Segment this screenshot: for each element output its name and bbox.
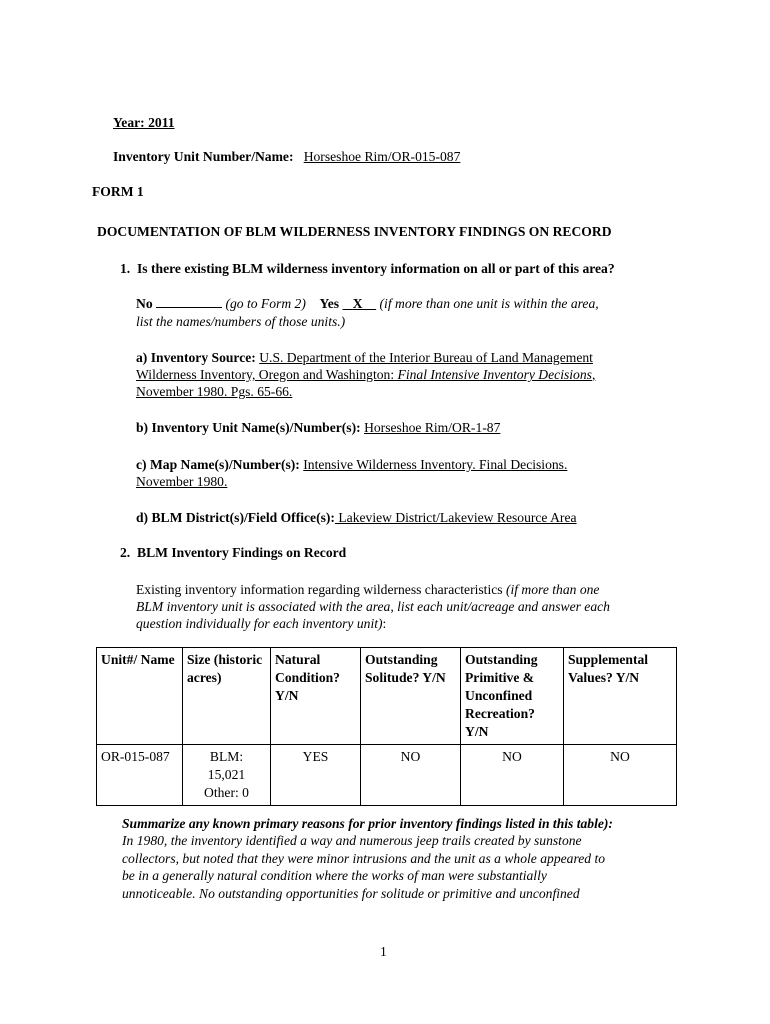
header-supplemental-values: Supplemental Values? Y/N [564,648,677,745]
cell-size: BLM: 15,021 Other: 0 [183,745,271,806]
summary-line-2: collectors, but noted that they were minor intrusions and the unit as a whole appeared to [122,851,606,866]
header-outstanding-solitude: Outstanding Solitude? Y/N [361,648,461,745]
yes-note: (if more than one unit is within the area, [379,296,599,311]
no-note: (go to Form 2) [225,296,306,311]
inventory-source-line-1 [136,349,593,367]
summary-heading: Summarize any known primary reasons for prior inventory findings listed in this table): [122,816,613,831]
inventory-source-line-2: Wilderness Inventory, Oregon and Washington: Final Intensive Inventory Decisions, [136,367,596,382]
question-2-intro-line-1: Existing inventory information regarding wilderness characteristics (if more than one [136,582,600,597]
district-office-value: Lakeview District/Lakeview Resource Area [334,510,577,525]
inventory-source-value-1: U.S. Department of the Interior Bureau of Land Management [259,350,593,365]
summary-line-1: In 1980, the inventory identified a way and numerous jeep trails created by sunstone [122,833,582,848]
form-title: FORM 1 [92,184,144,199]
inventory-unit-label: Inventory Unit Number/Name: [113,149,294,164]
no-blank [156,295,222,308]
inventory-unit-names-value: Horseshoe Rim/OR-1-87 [364,420,501,435]
question-2: 2. BLM Inventory Findings on Record [120,545,347,560]
inventory-unit-value: Horseshoe Rim/OR-015-087 [303,149,461,164]
yes-label: Yes [319,296,340,311]
inventory-unit-line [113,148,460,166]
yes-no-line [136,295,599,313]
cell-recreation: NO [461,745,564,806]
district-office-line [136,509,577,527]
cell-supplemental: NO [564,745,677,806]
year-label: Year: 2011 [113,115,175,130]
map-names-line-1 [136,456,567,474]
cell-natural: YES [271,745,361,806]
year-line [113,114,175,132]
question-1-number: 1. [120,261,131,276]
question-2-intro-line-3: question individually for each inventory unit): [136,616,387,631]
document-title: DOCUMENTATION OF BLM WILDERNESS INVENTORY FINDINGS ON RECORD [97,224,612,239]
cell-solitude: NO [361,745,461,806]
header-natural-condition: Natural Condition? Y/N [271,648,361,745]
summary-line-4: unnoticeable. No outstanding opportunities for solitude or primitive and unconfined [122,886,580,901]
map-names-value-1: Intensive Wilderness Inventory. Final Decisions. [303,457,568,472]
header-size: Size (historic acres) [183,648,271,745]
summary-line-3: be in a generally natural condition where the works of man were substantially [122,868,547,883]
table-row [97,745,677,806]
yes-mark: X [352,296,363,311]
inventory-source-label: a) Inventory Source: [136,350,256,365]
table-header-row [97,648,677,745]
cell-unit: OR-015-087 [97,745,183,806]
question-1 [120,260,615,278]
no-label: No [136,296,153,311]
findings-table [96,647,677,806]
question-1-text: Is there existing BLM wilderness inventory information on all or part of this area? [137,261,615,276]
inventory-source-line-3: November 1980. Pgs. 65-66. [136,384,293,399]
yes-note-continued: list the names/numbers of those units.) [136,314,346,329]
header-unit-name: Unit#/ Name [97,648,183,745]
inventory-unit-names-label: b) Inventory Unit Name(s)/Number(s): [136,420,361,435]
district-office-label: d) BLM District(s)/Field Office(s): [136,510,335,525]
map-names-line-2: November 1980. [136,474,228,489]
map-names-label: c) Map Name(s)/Number(s): [136,457,300,472]
question-2-intro-line-2: BLM inventory unit is associated with the area, list each unit/acreage and answer each [136,599,610,614]
page-number: 1 [380,944,387,959]
inventory-unit-names-line [136,419,500,437]
header-outstanding-recreation: Outstanding Primitive & Unconfined Recreation? Y/N [461,648,564,745]
